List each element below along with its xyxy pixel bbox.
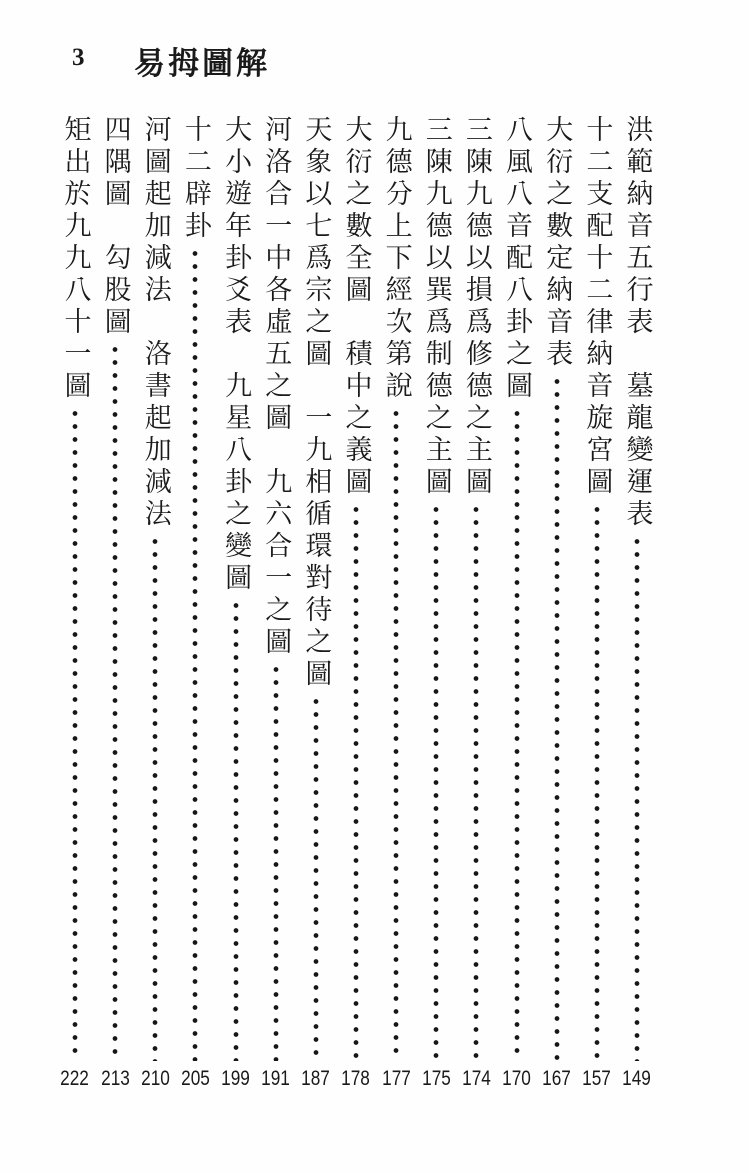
toc-entry bbox=[96, 115, 134, 1092]
dotted-leader bbox=[633, 535, 641, 1061]
toc-entry-page-number: 222 bbox=[60, 1066, 90, 1090]
toc-entry-page-number: 174 bbox=[462, 1066, 491, 1090]
toc-entry-page-number: 175 bbox=[421, 1066, 451, 1090]
folio-page-number: 3 bbox=[72, 44, 86, 71]
toc-entry-title: 三陳九德以損爲修德之主圖 bbox=[461, 115, 492, 499]
dotted-leader bbox=[151, 535, 159, 1061]
toc-entry-page-number: 187 bbox=[301, 1066, 331, 1090]
toc-entry-title: 三陳九德以巽爲制德之主圖 bbox=[421, 115, 452, 499]
toc-entry-title: 十二辟卦 bbox=[180, 115, 211, 243]
toc-entry-page-number: 149 bbox=[622, 1066, 652, 1090]
toc-entry bbox=[498, 115, 536, 1092]
toc-entry-title: 十二支配十二律納音旋宮圖 bbox=[582, 115, 613, 499]
toc-entry-title: 四隅圖 勾股圖 bbox=[100, 115, 131, 339]
toc-entry bbox=[297, 115, 335, 1092]
toc-entry bbox=[417, 115, 455, 1092]
toc-entry bbox=[257, 115, 295, 1092]
toc-entry-title: 大衍之數定納音表 bbox=[542, 115, 573, 371]
toc-entry-page-number: 178 bbox=[341, 1066, 371, 1090]
toc-entry-title: 河洛合一中各虛五之圖 九六合一之圖 bbox=[261, 115, 292, 659]
toc-entry bbox=[538, 115, 576, 1092]
dotted-leader bbox=[513, 407, 521, 1061]
toc-entry bbox=[56, 115, 94, 1092]
dotted-leader bbox=[312, 695, 320, 1061]
toc-entry bbox=[377, 115, 415, 1092]
dotted-leader bbox=[71, 407, 79, 1061]
toc-entry-title: 河圖起加減法 洛書起加減法 bbox=[140, 115, 171, 531]
dotted-leader bbox=[553, 375, 561, 1061]
toc-entry-page-number: 205 bbox=[181, 1066, 210, 1090]
table-of-contents bbox=[56, 115, 656, 1092]
toc-entry-page-number: 213 bbox=[100, 1066, 130, 1090]
toc-entry bbox=[136, 115, 174, 1092]
toc-entry-page-number: 210 bbox=[140, 1066, 170, 1090]
toc-entry-page-number: 191 bbox=[261, 1066, 291, 1090]
toc-entry bbox=[457, 115, 495, 1092]
toc-entry-page-number: 177 bbox=[381, 1066, 411, 1090]
toc-entry bbox=[176, 115, 214, 1092]
dotted-leader bbox=[392, 407, 400, 1061]
toc-entry-title: 九德分上下經次第說 bbox=[381, 115, 412, 403]
dotted-leader bbox=[472, 503, 480, 1061]
toc-entry-page-number: 199 bbox=[221, 1066, 250, 1090]
dotted-leader bbox=[111, 343, 119, 1061]
toc-entry-page-number: 170 bbox=[502, 1066, 531, 1090]
toc-entry bbox=[578, 115, 616, 1092]
dotted-leader bbox=[272, 663, 280, 1061]
toc-entry-title: 大小遊年卦爻表 九星八卦之變圖 bbox=[221, 115, 252, 595]
toc-entry bbox=[337, 115, 375, 1092]
toc-entry-title: 八風八音配八卦之圖 bbox=[502, 115, 533, 403]
dotted-leader bbox=[191, 247, 199, 1061]
toc-entry-title: 大衍之數全圖 積中之義圖 bbox=[341, 115, 372, 499]
toc-entry-page-number: 167 bbox=[542, 1066, 572, 1090]
toc-entry-title: 洪範納音五行表 墓龍變運表 bbox=[622, 115, 653, 531]
dotted-leader bbox=[232, 599, 240, 1061]
toc-entry-title: 天象以七爲宗之圖 一九相循環對待之圖 bbox=[301, 115, 332, 691]
dotted-leader bbox=[432, 503, 440, 1061]
book-title: 易拇圖解 bbox=[134, 46, 270, 81]
toc-entry bbox=[618, 115, 656, 1092]
dotted-leader bbox=[352, 503, 360, 1061]
running-head bbox=[0, 38, 749, 82]
toc-entry bbox=[217, 115, 255, 1092]
toc-entry-title: 矩出於九九八十一圖 bbox=[60, 115, 91, 403]
toc-entry-page-number: 157 bbox=[582, 1066, 612, 1090]
dotted-leader bbox=[593, 503, 601, 1061]
